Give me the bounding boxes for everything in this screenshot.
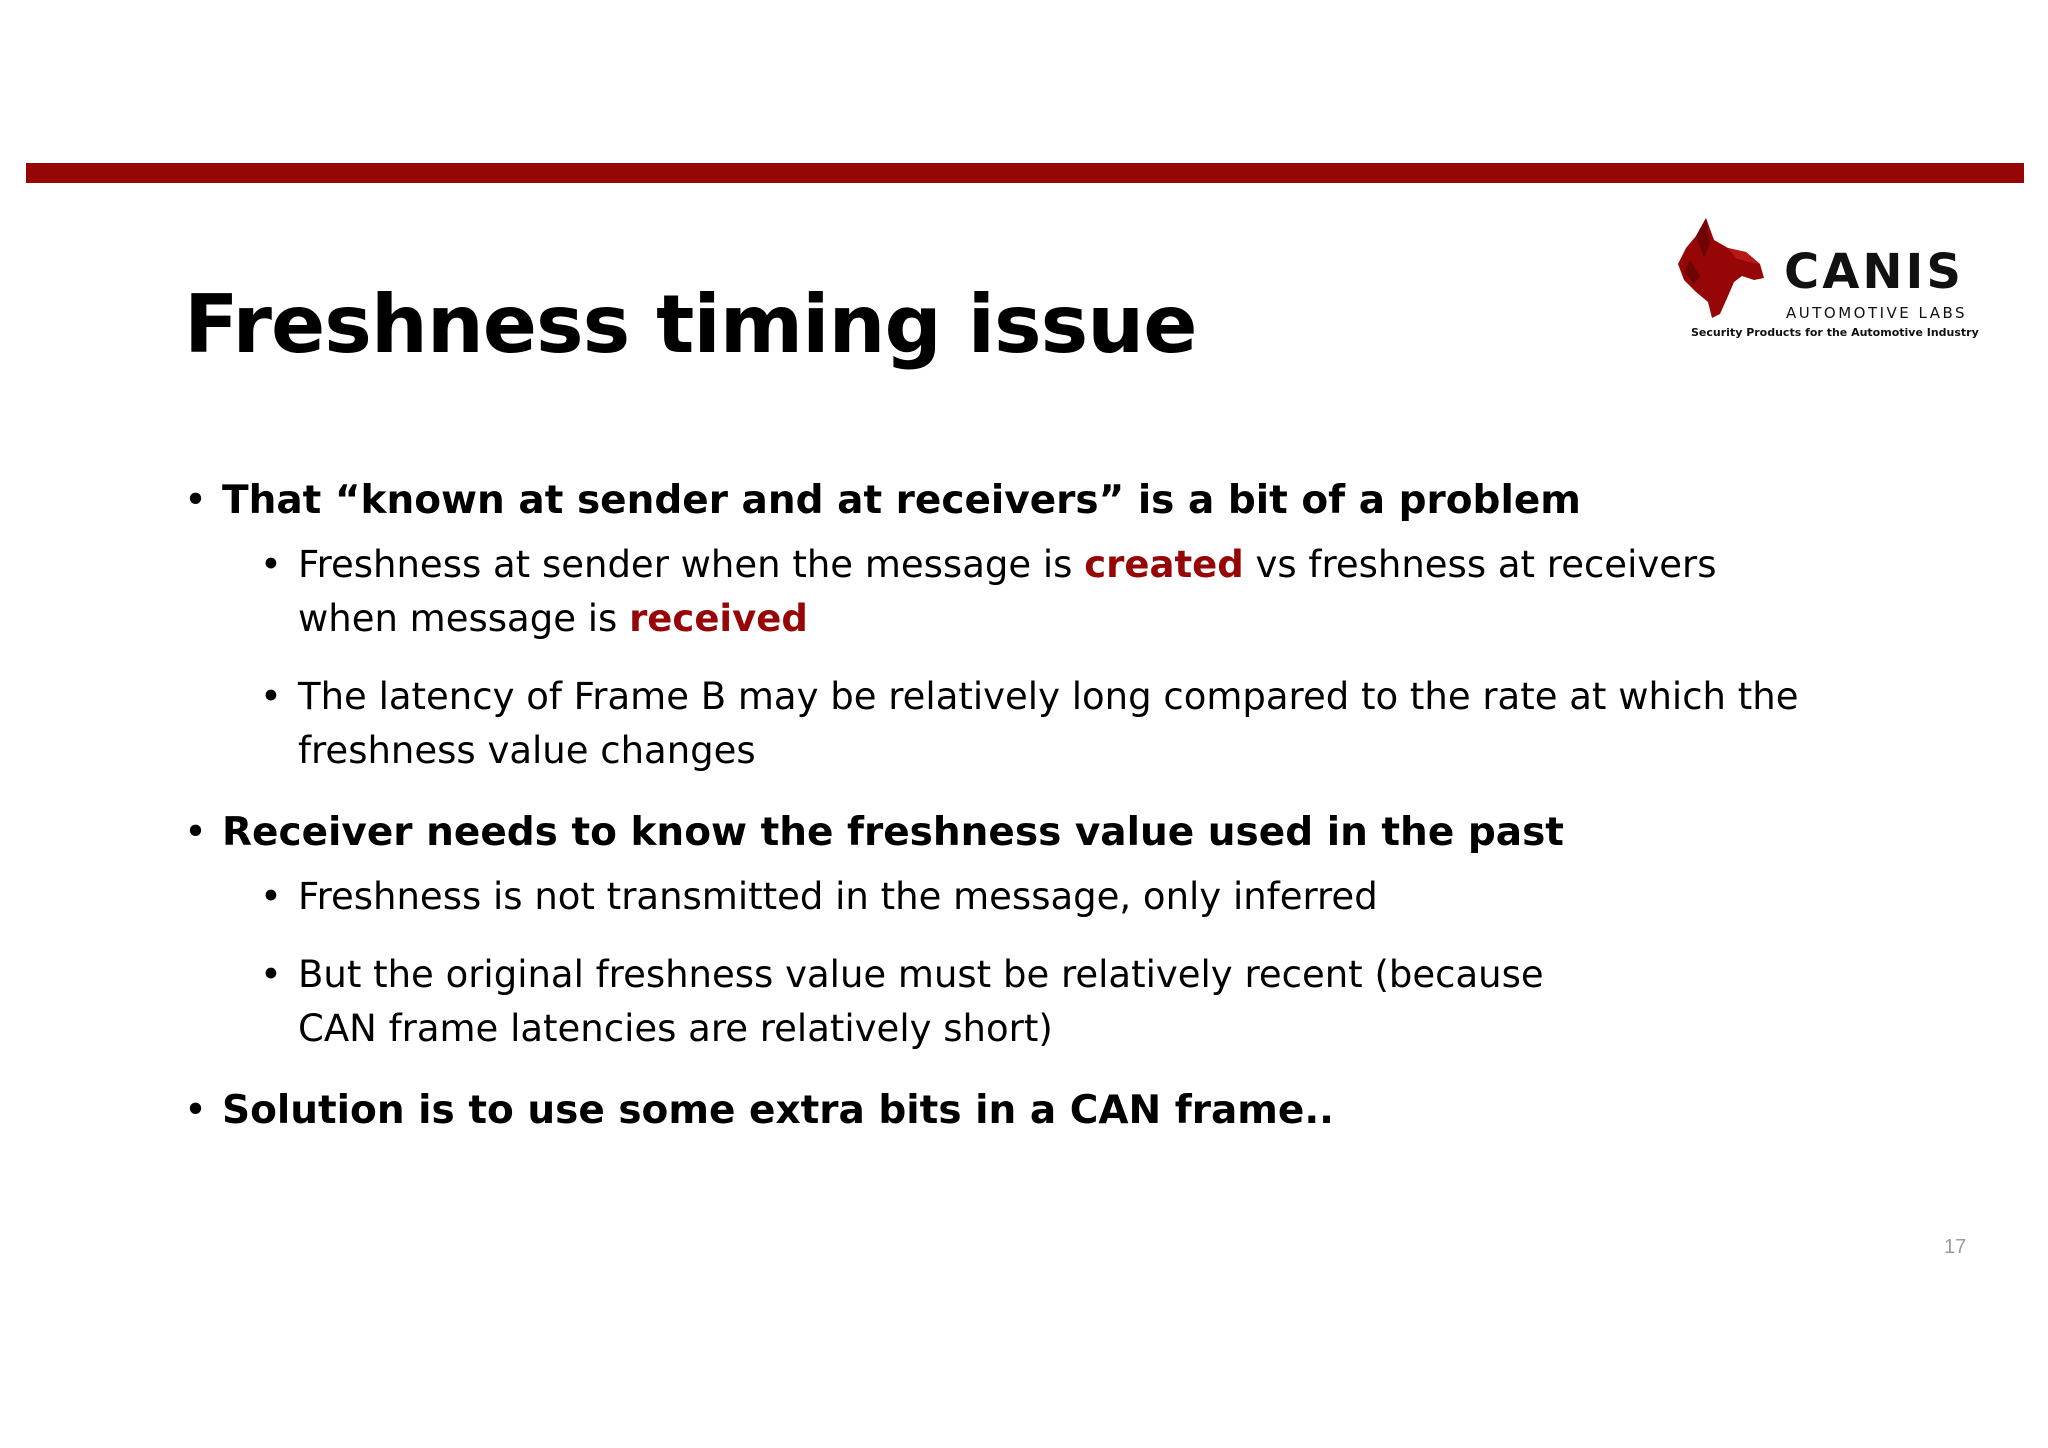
bullet-2-sub-1-text: Freshness is not transmitted in the message, only inferred	[298, 875, 1378, 918]
bullet-1	[184, 474, 1824, 528]
bullet-dot: •	[184, 1088, 208, 1133]
bullet-2-sub-1	[260, 870, 1824, 924]
bullet-dot: •	[260, 875, 282, 918]
bullet-1-sub-1-part1: Freshness at sender when the message is	[298, 543, 1085, 586]
bullet-1-sub-1-part2: vs freshness at receivers when message is	[298, 543, 1717, 640]
bullet-1-sub-2	[260, 670, 1824, 778]
bullet-2	[184, 806, 1824, 860]
bullet-dot: •	[260, 675, 282, 718]
bullet-1-sub-2-text: The latency of Frame B may be relatively long compared to the rate at which the freshness value changes	[298, 675, 1799, 772]
page-number: 17	[1944, 1236, 1967, 1258]
bullet-2-sub-2-line1: But the original freshness value must be relatively recent (because	[298, 953, 1544, 996]
logo-subtitle: AUTOMOTIVE LABS	[1786, 304, 1968, 322]
bullet-2-sub-2	[260, 948, 1824, 1056]
bullet-dot: •	[260, 953, 282, 996]
bullet-2-sub-2-line2: CAN frame latencies are relatively short)	[298, 1007, 1053, 1050]
bullet-1-sub-1	[260, 538, 1824, 646]
highlight-received: received	[629, 597, 808, 640]
bullet-dot: •	[184, 478, 208, 523]
bullet-2-text: Receiver needs to know the freshness value used in the past	[222, 810, 1564, 855]
bullet-3-text: Solution is to use some extra bits in a CAN frame..	[222, 1088, 1334, 1133]
bullet-dot: •	[260, 543, 282, 586]
slide-title: Freshness timing issue	[184, 278, 1197, 371]
bullet-list	[184, 474, 1824, 1138]
wolf-head-icon	[1676, 218, 1776, 320]
bullet-dot: •	[184, 810, 208, 855]
logo-name: CANIS	[1784, 244, 1964, 300]
bullet-3	[184, 1084, 1824, 1138]
canis-logo	[1676, 218, 1979, 340]
logo-tagline: Security Products for the Automotive Industry	[1691, 326, 1979, 339]
highlight-created: created	[1084, 543, 1244, 586]
bullet-1-text: That “known at sender and at receivers” is a bit of a problem	[222, 478, 1581, 523]
top-accent-bar	[26, 163, 2024, 183]
